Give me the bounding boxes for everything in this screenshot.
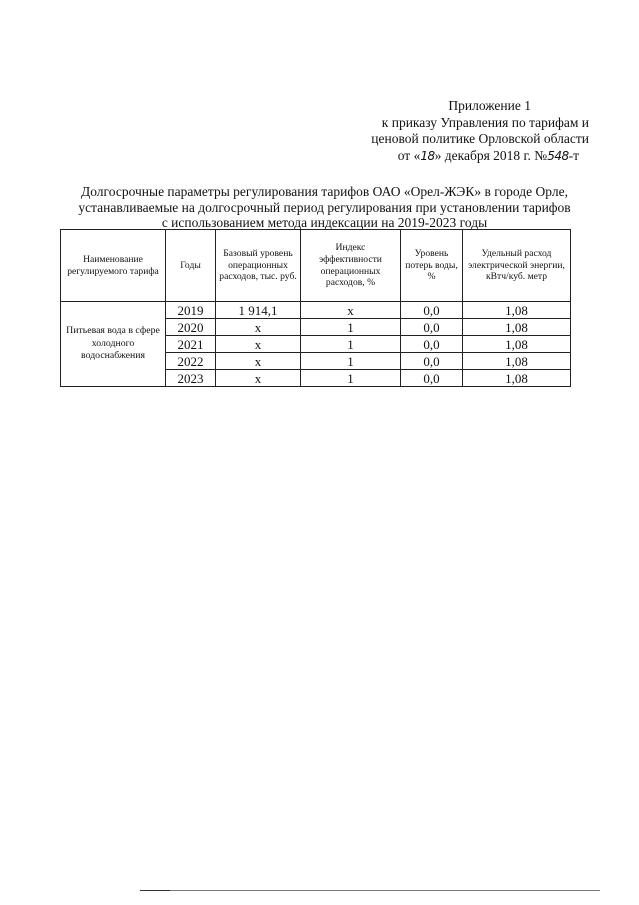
efficiency-index-cell: 1 bbox=[301, 370, 401, 387]
header-years: Годы bbox=[166, 230, 216, 302]
year-cell: 2023 bbox=[166, 370, 216, 387]
water-loss-cell: 0,0 bbox=[401, 319, 463, 336]
water-loss-cell: 0,0 bbox=[401, 336, 463, 353]
header-water-loss: Уровень потерь воды, % bbox=[401, 230, 463, 302]
base-costs-cell: x bbox=[216, 370, 301, 387]
energy-consumption-cell: 1,08 bbox=[463, 336, 571, 353]
energy-consumption-cell: 1,08 bbox=[463, 353, 571, 370]
header-efficiency-index: Индекс эффективности операционных расходов, % bbox=[301, 230, 401, 302]
header-base-costs: Базовый уровень операционных расходов, тыс. руб. bbox=[216, 230, 301, 302]
efficiency-index-cell: 1 bbox=[301, 353, 401, 370]
handwritten-day: 18 bbox=[420, 148, 435, 163]
title-line-1: Долгосрочные параметры регулирования тарифов ОАО «Орел-ЖЭК» в городе Орле, bbox=[81, 184, 568, 199]
table-row bbox=[61, 302, 571, 319]
efficiency-index-cell: 1 bbox=[301, 336, 401, 353]
scan-bottom-rule-mark bbox=[140, 890, 170, 891]
title-line-2: устанавливаемые на долгосрочный период регулирования при установлении тарифов bbox=[78, 199, 571, 215]
base-costs-cell: x bbox=[216, 336, 301, 353]
appendix-order-ref: к приказу Управления по тарифам и bbox=[381, 114, 589, 130]
base-costs-cell: x bbox=[216, 319, 301, 336]
date-prefix: от « bbox=[397, 147, 421, 163]
energy-consumption-cell: 1,08 bbox=[463, 370, 571, 387]
water-loss-cell: 0,0 bbox=[401, 302, 463, 319]
tariff-name-cell: Питьевая вода в сфере холодного водоснабжения bbox=[61, 302, 166, 387]
header-energy-consumption: Удельный расход электрической энергии, кВтч/куб. метр bbox=[463, 230, 571, 302]
appendix-authority: ценовой политике Орловской области bbox=[371, 131, 589, 146]
appendix-order-date bbox=[371, 148, 589, 165]
base-costs-cell: 1 914,1 bbox=[216, 302, 301, 319]
regulation-parameters-table bbox=[60, 229, 571, 387]
year-cell: 2021 bbox=[166, 336, 216, 353]
date-middle: » декабря 2018 г. № bbox=[434, 147, 548, 163]
appendix-block bbox=[371, 98, 589, 164]
year-cell: 2020 bbox=[166, 319, 216, 336]
efficiency-index-cell: 1 bbox=[301, 319, 401, 336]
document-title bbox=[52, 184, 597, 231]
appendix-number: Приложение 1 bbox=[448, 98, 531, 113]
title-line-3: с использованием метода индексации на 2019-2023 годы bbox=[161, 215, 488, 230]
water-loss-cell: 0,0 bbox=[401, 370, 463, 387]
scan-bottom-rule bbox=[140, 890, 600, 891]
order-suffix: -т bbox=[568, 147, 579, 163]
table-header-row bbox=[61, 230, 571, 302]
year-cell: 2022 bbox=[166, 353, 216, 370]
year-cell: 2019 bbox=[166, 302, 216, 319]
energy-consumption-cell: 1,08 bbox=[463, 319, 571, 336]
energy-consumption-cell: 1,08 bbox=[463, 302, 571, 319]
water-loss-cell: 0,0 bbox=[401, 353, 463, 370]
handwritten-order-number: 548 bbox=[547, 148, 569, 163]
base-costs-cell: x bbox=[216, 353, 301, 370]
efficiency-index-cell: x bbox=[301, 302, 401, 319]
header-tariff-name: Наименование регулируемого тарифа bbox=[61, 230, 166, 302]
